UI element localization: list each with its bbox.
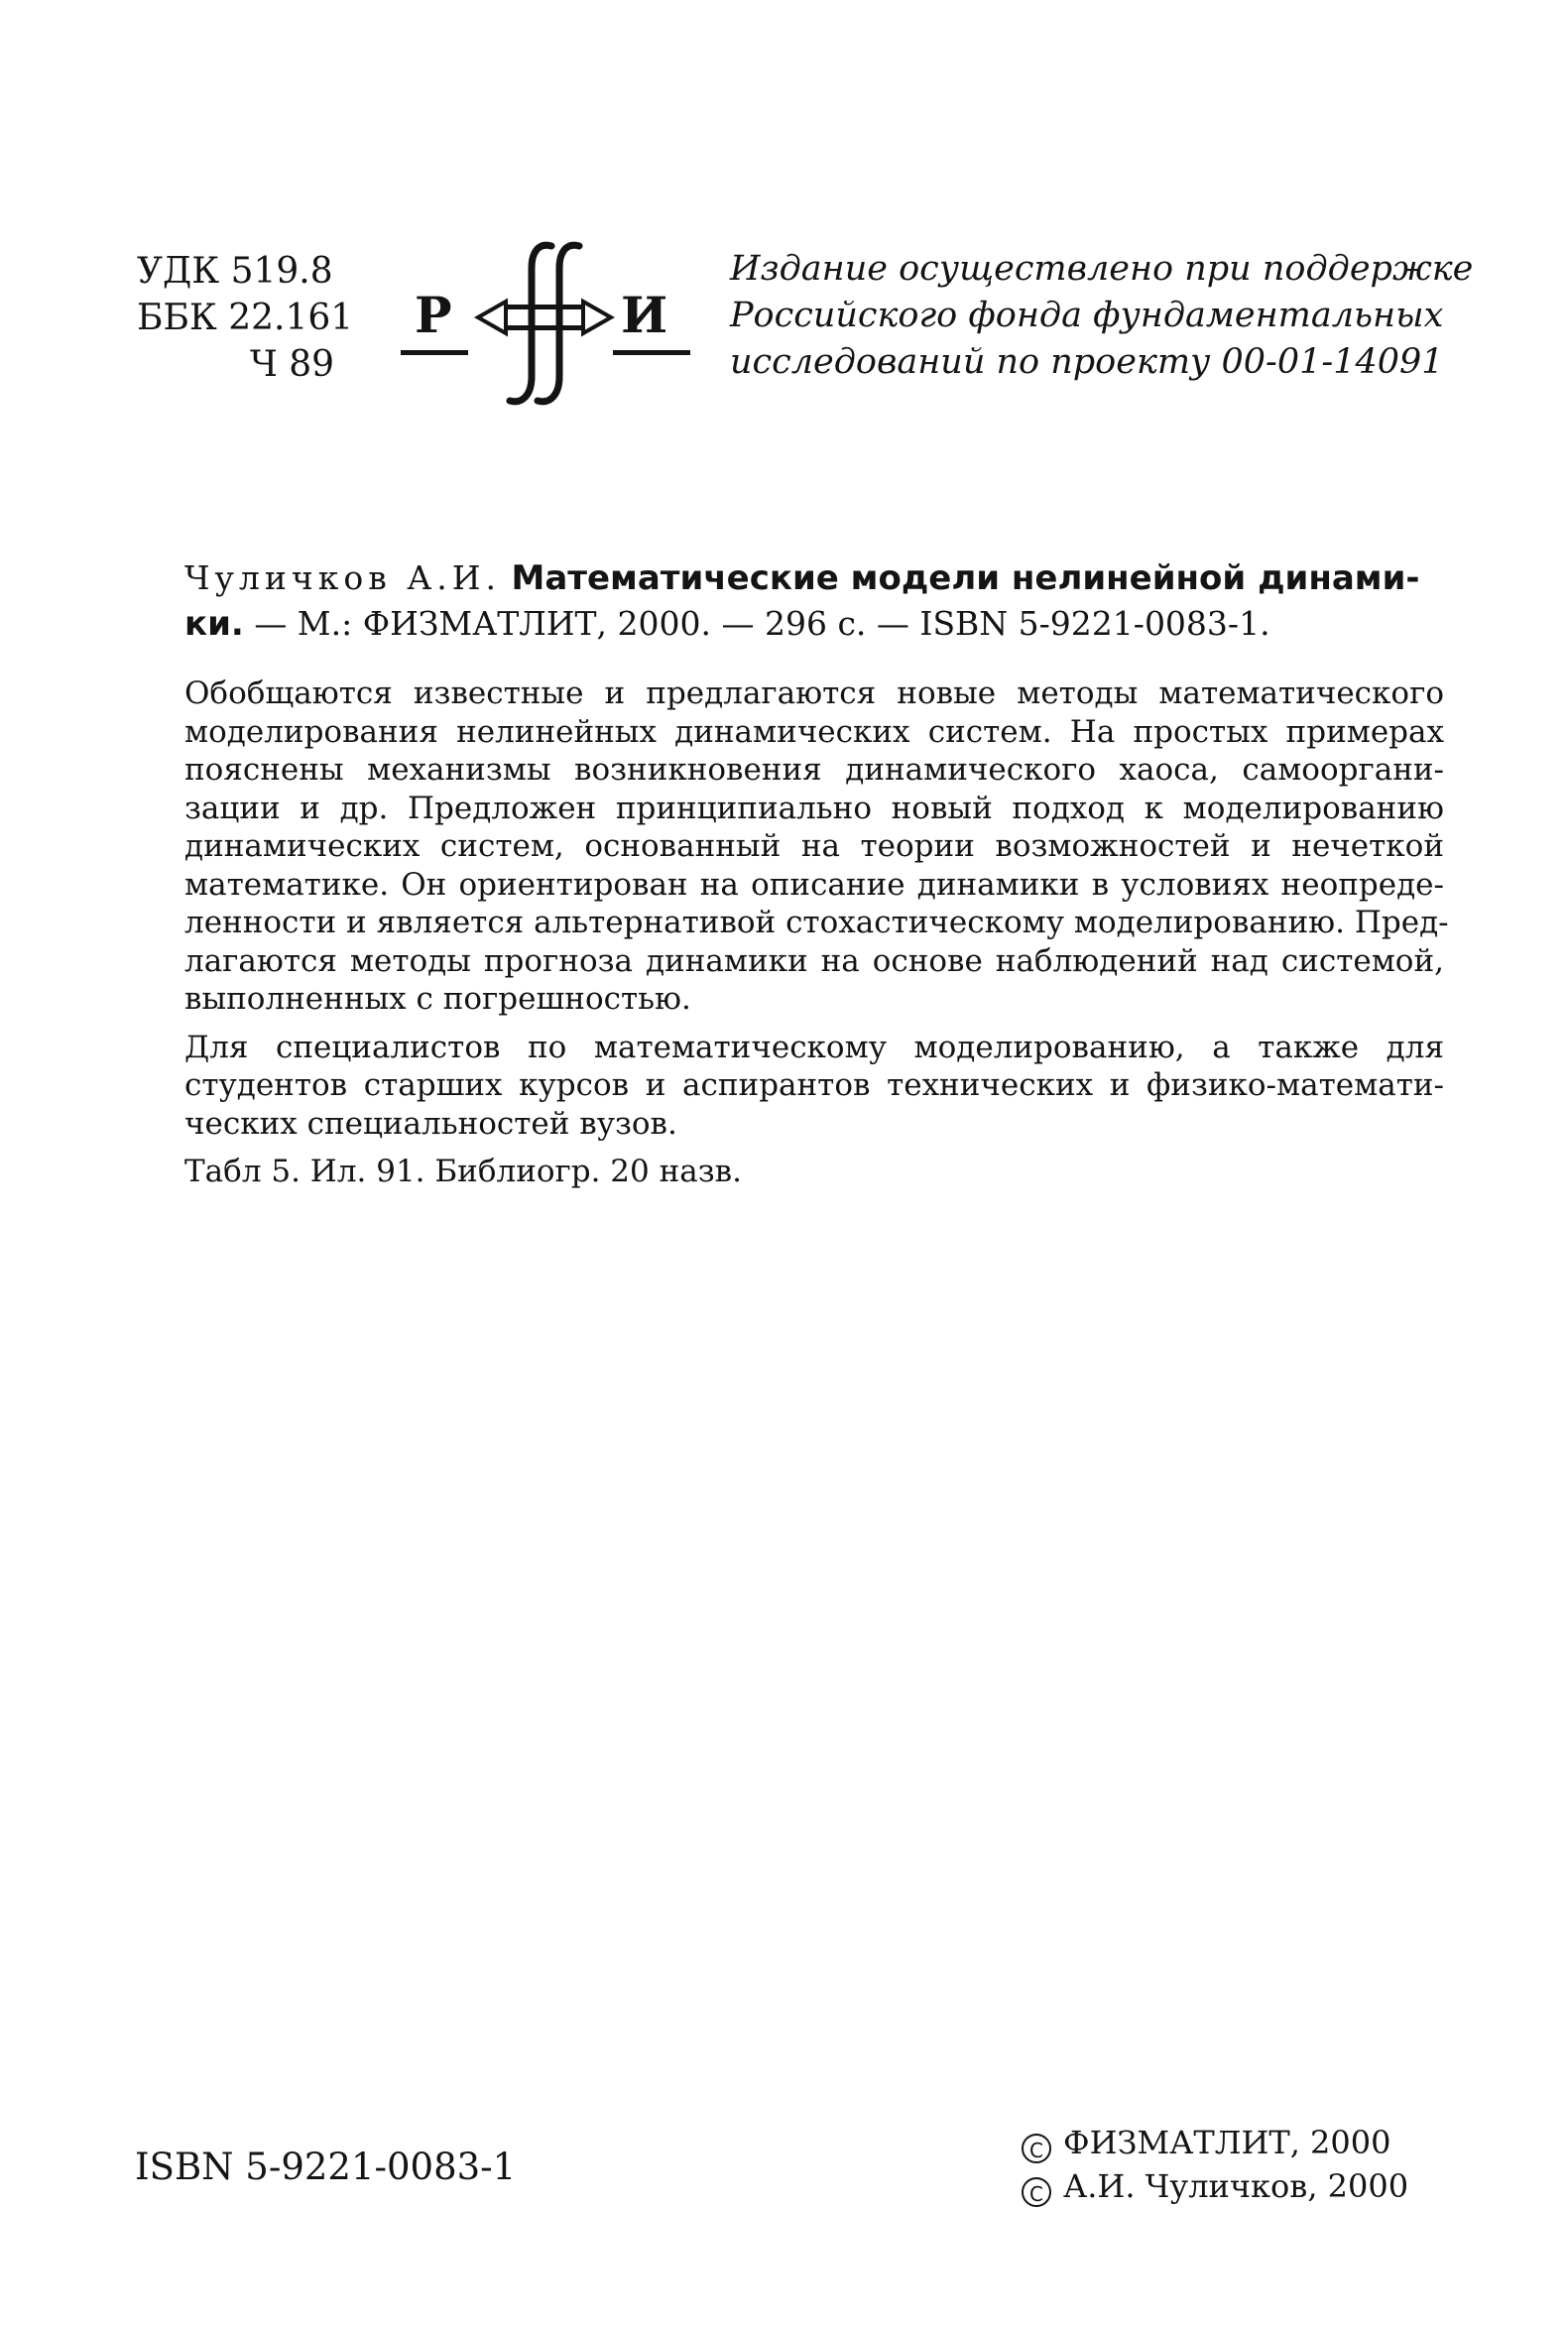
- record-title-part1: Математические модели нелинейной динами-: [511, 558, 1420, 598]
- annotation-line: Табл 5. Ил. 91. Библиогр. 20 назв.: [184, 1154, 742, 1189]
- annotation-line: Для специалистов по математическому моделированию, а также для: [184, 1029, 1444, 1065]
- annotation-paragraph-2: [184, 1029, 1444, 1144]
- copyright-block: [1022, 2121, 1408, 2208]
- logo-arrow-left: [478, 302, 506, 333]
- copyright-line-2: [1022, 2164, 1408, 2208]
- udc-code: УДК 519.8: [137, 251, 333, 292]
- annotation-line: математике. Он ориентирован на описание динамики в условиях неопреде-: [184, 866, 1444, 903]
- annotation-paragraph-3: [184, 1153, 1444, 1191]
- logo-letter-right: И: [621, 286, 668, 344]
- record-title-part2: ки.: [184, 604, 244, 644]
- classification-codes: [137, 248, 355, 388]
- support-line: Издание осуществлено при поддержке: [730, 249, 1474, 289]
- logo-bar-bottom: [506, 325, 583, 330]
- logo-arrow-right: [583, 302, 611, 333]
- support-line: Российского фонда фундаментальных: [730, 296, 1444, 335]
- support-note: [730, 246, 1474, 386]
- annotation-line: выполненных с погрешностью.: [184, 981, 691, 1017]
- logo-letter-left: Р: [415, 286, 452, 344]
- copyright-text-2: А.И. Чуличков, 2000: [1063, 2167, 1409, 2205]
- logo-integral-right: [538, 245, 579, 402]
- support-line: исследований по проекту 00-01-14091: [730, 342, 1444, 382]
- copyright-icon: C: [1022, 2134, 1051, 2163]
- record-author: Чуличков А.И.: [184, 558, 502, 597]
- copyright-text-1: ФИЗМАТЛИТ, 2000: [1063, 2124, 1391, 2161]
- annotation-line: динамических систем, основанный на теории возможностей и нечеткой: [184, 828, 1444, 864]
- record-line-1: [184, 555, 1444, 601]
- author-mark: Ч 89: [250, 344, 335, 385]
- copyright-icon: C: [1022, 2177, 1051, 2207]
- footer-isbn: ISBN 5-9221-0083-1: [135, 2146, 517, 2188]
- record-line-2: [184, 601, 1444, 647]
- annotation: [184, 675, 1449, 1201]
- annotation-line: моделирования нелинейных динамических систем. На простых примерах: [184, 713, 1444, 750]
- annotation-line: лагаются методы прогноза динамики на основе наблюдений над системой,: [184, 942, 1444, 979]
- copyright-line-1: [1022, 2121, 1408, 2164]
- record-publication: — М.: ФИЗМАТЛИТ, 2000. — 296 с. — ISBN 5-9221-0083-1.: [243, 604, 1270, 643]
- annotation-paragraph-1: [184, 675, 1449, 1019]
- logo-underline-right: [613, 350, 690, 355]
- logo-underline-left: [401, 350, 468, 355]
- annotation-line: студентов старших курсов и аспирантов технических и физико-математи-: [184, 1067, 1444, 1103]
- annotation-line: ленности и является альтернативой стохастическому моделированию. Пред-: [184, 905, 1449, 940]
- annotation-line: пояснены механизмы возникновения динамического хаоса, самооргани-: [184, 752, 1444, 788]
- rffi-logo: [395, 238, 692, 412]
- logo-bar-top: [506, 305, 583, 309]
- logo-integral-left: [510, 245, 551, 402]
- annotation-line: Обобщаются известные и предлагаются новые методы математического: [184, 675, 1444, 711]
- bbk-code: ББК 22.161: [137, 298, 354, 338]
- bibliographic-record: [184, 555, 1444, 647]
- annotation-line: зации и др. Предложен принципиально новый подход к моделированию: [184, 790, 1444, 826]
- annotation-line: ческих специальностей вузов.: [184, 1105, 677, 1142]
